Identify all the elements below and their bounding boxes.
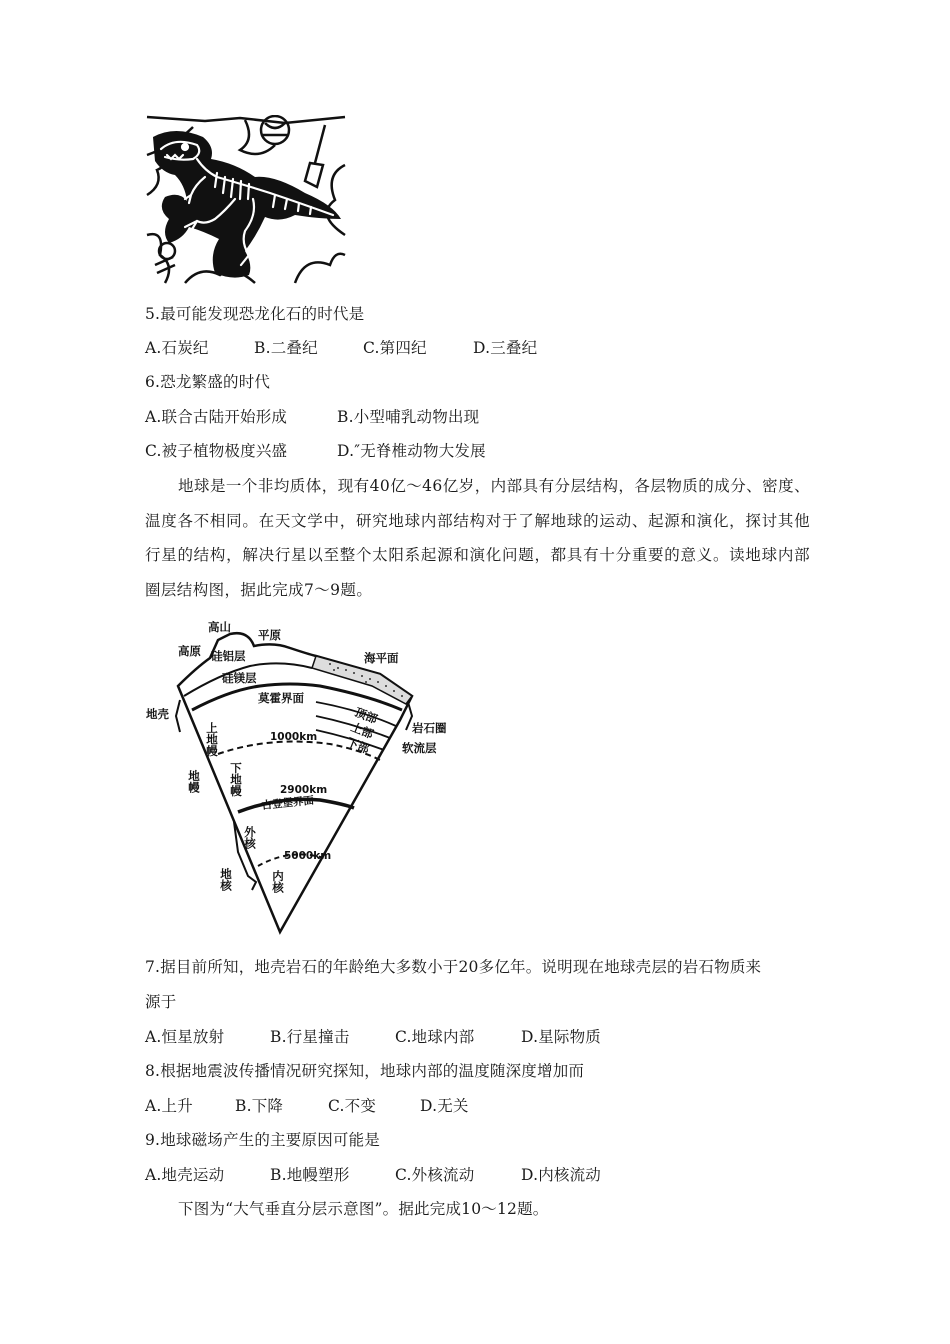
passage-earth-interior: 地球是一个非均质体，现有40亿～46亿岁，内部具有分层结构，各层物质的成分、密度、温度各不相同。在天文学中，研究地球内部结构对于了解地球的运动、起源和演化，探讨其他行星的结构，解决行星以至整个太阳系起源和演化问题，都具有十分重要的意义。读地球内部圈层结构图，据此完成7～9题。 [145,477,810,600]
question-7-options [145,1026,601,1048]
q9-option-d[interactable]: D.内核流动 [521,1166,602,1184]
earth-interior-diagram [140,612,460,937]
label-depth-5000: 5000km [284,850,332,862]
dinosaur-fossil-illustration [145,115,348,285]
q9-option-b[interactable]: B.地幔塑形 [270,1166,350,1184]
q6-option-a[interactable]: A.联合古陆开始形成 [145,408,288,426]
q9-option-a[interactable]: A.地壳运动 [145,1166,225,1184]
q8-option-c[interactable]: C.不变 [328,1097,377,1115]
label-sial: 硅铝层 [211,649,246,663]
question-6: 6.恐龙繁盛的时代 [145,373,271,391]
q5-option-c[interactable]: C.第四纪 [363,339,427,357]
q6-option-d[interactable]: D.″无脊椎动物大发展 [337,442,486,460]
q8-option-a[interactable]: A.上升 [145,1097,193,1115]
q9-option-c[interactable]: C.外核流动 [395,1166,475,1184]
label-moho: 莫霍界面 [258,691,304,705]
q6-option-c[interactable]: C.被子植物极度兴盛 [145,442,288,460]
q8-option-d[interactable]: D.无关 [420,1097,469,1115]
label-core: 地核 [219,868,233,891]
question-6-options-row2 [145,440,486,462]
q8-option-b[interactable]: B.下降 [235,1097,284,1115]
label-sima: 硅镁层 [222,671,257,685]
question-8: 8.根据地震波传播情况研究探知，地球内部的温度随深度增加而 [145,1062,585,1080]
question-7-line-2: 源于 [145,993,177,1011]
q7-option-a[interactable]: A.恒星放射 [145,1028,225,1046]
label-upper-part: 上部 [348,719,376,742]
next-section-intro: 下图为“大气垂直分层示意图”。据此完成10～12题。 [178,1200,549,1218]
q5-option-b[interactable]: B.二叠纪 [254,339,318,357]
label-depth-1000: 1000km [270,731,318,743]
question-8-options [145,1095,469,1117]
q7-option-b[interactable]: B.行星撞击 [270,1028,350,1046]
q7-option-d[interactable]: D.星际物质 [521,1028,602,1046]
label-lower-mantle: 下地幔 [229,762,243,797]
label-mantle: 地幔 [187,770,201,793]
question-7-line-1: 7.据目前所知，地壳岩石的年龄绝大多数小于20多亿年。说明现在地球壳层的岩石物质来 [145,958,762,976]
q7-option-c[interactable]: C.地球内部 [395,1028,475,1046]
question-9: 9.地球磁场产生的主要原因可能是 [145,1131,380,1149]
label-depth-2900: 2900km [280,784,328,796]
label-upper-mantle: 上地幔 [205,722,219,757]
label-plain: 平原 [258,628,281,642]
q5-option-d[interactable]: D.三叠纪 [473,339,538,357]
question-6-options-row1 [145,406,479,428]
label-plateau: 高原 [178,644,201,658]
label-lower-part: 下部 [344,734,372,757]
label-outer-core: 外核 [243,826,257,849]
label-lithosphere: 岩石圈 [412,721,447,735]
label-gutenberg: 古登堡界面 [261,794,315,812]
label-inner-core: 内核 [271,870,285,893]
q6-option-b[interactable]: B.小型哺乳动物出现 [337,408,480,426]
label-asthenosphere: 软流层 [402,741,437,755]
label-crust: 地壳 [146,707,169,721]
label-mountain: 高山 [208,620,231,634]
question-5: 5.最可能发现恐龙化石的时代是 [145,305,365,323]
question-9-options [145,1164,601,1186]
question-5-options [145,337,537,359]
label-sea-level: 海平面 [364,651,399,665]
label-top-part: 顶部 [352,704,380,727]
q5-option-a[interactable]: A.石炭纪 [145,339,209,357]
